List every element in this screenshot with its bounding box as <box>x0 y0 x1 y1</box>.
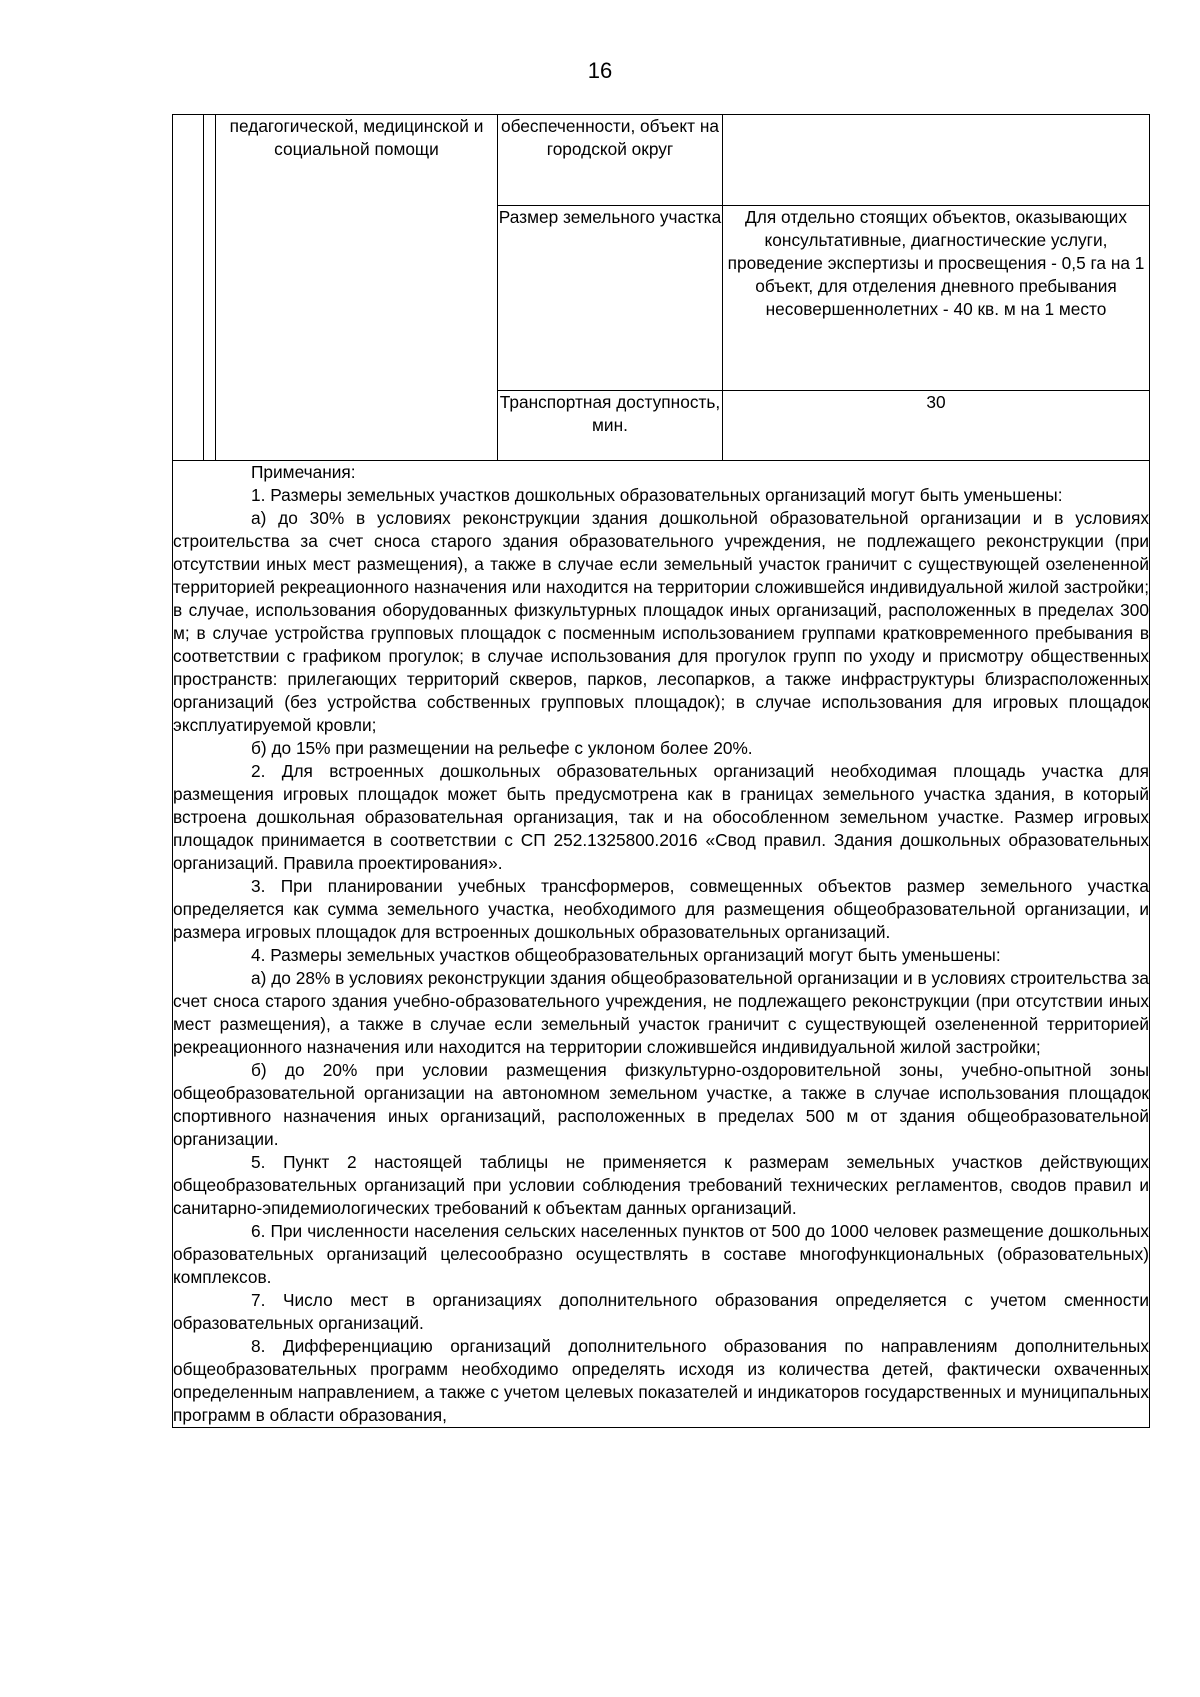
note-paragraph: а) до 28% в условиях реконструкции здания общеобразовательной организации и в условиях строительства за счет сноса старого здания учебно-образовательного учреждения, не подлежащего реконструкции (при отсутствии иных мест размещения), а также в случае если земельный участок граничит с существующей озелененной территорией рекреационного назначения или находится на территории сложившейся индивидуальной жилой застройки; <box>173 968 1149 1057</box>
note-paragraph: 8. Дифференциацию организаций дополнительного образования по направлениям дополнительных общеобразовательных программ необходимо определять исходя из количества детей, фактически охваченных определенным направлением, а также с учетом целевых показателей и индикаторов государственных и муниципальных программ в области образования, <box>173 1336 1149 1425</box>
value-cell <box>723 206 1150 391</box>
facility-name-cell <box>216 115 498 461</box>
indicator-cell <box>498 206 723 391</box>
note-paragraph: 5. Пункт 2 настоящей таблицы не применяется к размерам земельных участков действующих общеобразовательных организаций при условии соблюдения требований технических регламентов, сводов правил и санитарно-эпидемиологических требований к объектам данных организаций. <box>173 1152 1149 1218</box>
indicator-value: 30 <box>926 391 946 412</box>
indicator-value: Для отдельно стоящих объектов, оказывающих консультативные, диагностические услуги, проведение экспертизы и просвещения - 0,5 га на 1 объект, для отделения дневного пребывания несовершеннолетних - 40 кв. м на 1 место <box>727 207 1145 320</box>
note-paragraph: 7. Число мест в организациях дополнительного образования определяется с учетом сменности образовательных организаций. <box>173 1290 1149 1333</box>
page-number: 16 <box>587 58 613 83</box>
note-paragraph: б) до 20% при условии размещения физкультурно-оздоровительной зоны, учебно-опытной зоны общеобразовательной организации на автономном земельном участке, а также в случае использования площадок спортивного назначения иных организаций, расположенных в пределах 500 м от здания общеобразовательной организации. <box>173 1060 1149 1149</box>
notes-row <box>173 461 1150 1428</box>
note-paragraph: б) до 15% при размещении на рельефе с уклоном более 20%. <box>251 738 753 758</box>
table-row <box>173 115 1150 206</box>
indicator-label: обеспеченности, объект на городской округ <box>500 116 720 159</box>
note-paragraph: 1. Размеры земельных участков дошкольных образовательных организаций могут быть уменьшены: <box>251 485 1063 505</box>
indicator-cell <box>498 115 723 206</box>
indicator-label: Размер земельного участка <box>498 207 722 228</box>
note-paragraph: 3. При планировании учебных трансформеров, совмещенных объектов размер земельного участка определяется как сумма земельного участка, необходимого для размещения общеобразовательной организации, и размера игровых площадок для встроенных дошкольных образовательных организаций. <box>173 876 1149 942</box>
standards-table <box>172 114 1150 1428</box>
value-cell <box>723 115 1150 206</box>
note-paragraph: 4. Размеры земельных участков общеобразовательных организаций могут быть уменьшены: <box>251 945 1001 965</box>
note-paragraph: 2. Для встроенных дошкольных образовательных организаций необходимая площадь участка для размещения игровых площадок может быть предусмотрена как в границах земельного участка здания, в который встроена дошкольная образовательная организация, так и на обособленном земельном участке. Размер игровых площадок принимается в соответствии с СП 252.1325800.2016 «Свод правил. Здания дошкольных образовательных организаций. Правила проектирования». <box>173 761 1149 873</box>
notes-cell <box>173 461 1150 1428</box>
note-paragraph: а) до 30% в условиях реконструкции здания дошкольной образовательной организации и в условиях строительства за счет сноса старого здания образовательного учреждения, не подлежащего реконструкции (при отсутствии иных мест размещения), а также в случае если земельный участок граничит с существующей озелененной территорией рекреационного назначения или находится на территории сложившейся индивидуальной жилой застройки; в случае, использования оборудованных физкультурных площадок иных организаций, расположенных в пределах 300 м; в случае устройства групповых площадок с посменным использованием группами кратковременного пребывания в соответствии с графиком прогулок; в случае использования для прогулок групп по уходу и присмотру общественных пространств: прилегающих территорий скверов, парков, лесопарков, а также инфраструктуры близрасположенных организаций (без устройства собственных групповых площадок); в случае использования для игровых площадок эксплуатируемой кровли; <box>173 508 1149 735</box>
notes-heading: Примечания: <box>251 462 356 482</box>
number-cell <box>173 115 216 461</box>
note-paragraph: 6. При численности населения сельских населенных пунктов от 500 до 1000 человек размещение дошкольных образовательных организаций целесообразно осуществлять в составе многофункциональных (образовательных) комплексов. <box>173 1221 1149 1287</box>
value-cell <box>723 390 1150 460</box>
indicator-cell <box>498 390 723 460</box>
indicator-label: Транспортная доступность, мин. <box>499 391 721 435</box>
facility-name: педагогической, медицинской и социальной помощи <box>229 116 484 159</box>
